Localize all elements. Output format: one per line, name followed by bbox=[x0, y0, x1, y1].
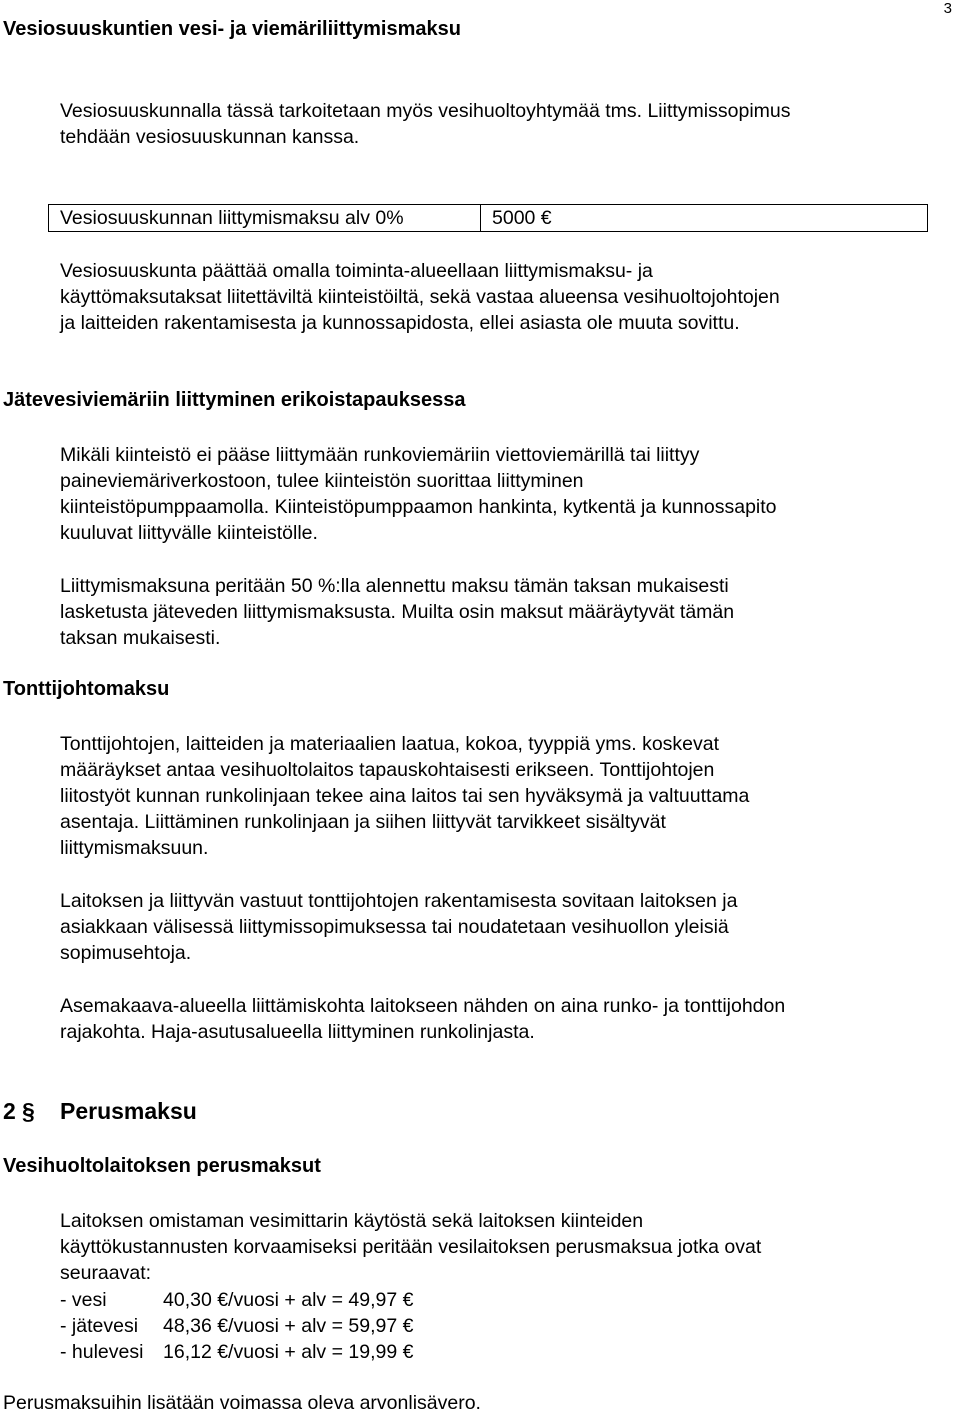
section-number: 2 bbox=[3, 1098, 16, 1124]
para-line: kuuluvat liittyvälle kiinteistölle. bbox=[60, 522, 318, 544]
fee-row-label: - hulevesi bbox=[60, 1341, 144, 1363]
body-line-3: ja laitteiden rakentamisesta ja kunnossapidosta, ellei asiasta ole muuta sovittu. bbox=[60, 312, 740, 334]
section-title-perusmaksu: Perusmaksu bbox=[60, 1098, 197, 1124]
para-line: määräykset antaa vesihuoltolaitos tapauskohtaisesti erikseen. Tonttijohtojen bbox=[60, 759, 715, 781]
para-line: liitostyöt kunnan runkolinjaan tekee aina laitos tai sen hyväksymä ja valtuuttama bbox=[60, 785, 750, 807]
para-line: Liittymismaksuna peritään 50 %:lla alennettu maksu tämän taksan mukaisesti bbox=[60, 575, 729, 597]
para-line: käyttökustannusten korvaamiseksi peritään vesilaitoksen perusmaksua jotka ovat bbox=[60, 1236, 762, 1258]
body-line-1: Vesiosuuskunta päättää omalla toiminta-alueellaan liittymismaksu- ja bbox=[60, 260, 653, 282]
para-line: liittymismaksuun. bbox=[60, 837, 209, 859]
para-line: taksan mukaisesti. bbox=[60, 627, 221, 649]
page-number: 3 bbox=[943, 0, 952, 17]
para-line: Tonttijohtojen, laitteiden ja materiaalien laatua, kokoa, tyyppiä yms. koskevat bbox=[60, 733, 720, 755]
section-symbol: § bbox=[22, 1098, 35, 1124]
intro-line-1: Vesiosuuskunnalla tässä tarkoitetaan myös vesihuoltoyhtymää tms. Liittymissopimus bbox=[60, 100, 791, 122]
para-line: Asemakaava-alueella liittämiskohta laitokseen nähden on aina runko- ja tonttijohdon bbox=[60, 995, 786, 1017]
para-line: kiinteistöpumppaamolla. Kiinteistöpumppaamon hankinta, kytkentä ja kunnossapito bbox=[60, 496, 777, 518]
fee-row-amount: 48,36 €/vuosi + alv = 59,97 € bbox=[163, 1315, 414, 1337]
para-line: asentaja. Liittäminen runkolinjaan ja siihen liittyvät tarvikkeet sisältyvät bbox=[60, 811, 666, 833]
section-heading-vesiosuuskunnat: Vesiosuuskuntien vesi- ja viemäriliittymismaksu bbox=[3, 18, 461, 40]
para-line: seuraavat: bbox=[60, 1262, 152, 1284]
fee-row-label: - vesi bbox=[60, 1289, 107, 1311]
fee-row-amount: 16,12 €/vuosi + alv = 19,99 € bbox=[163, 1341, 414, 1363]
fee-table-value: 5000 € bbox=[481, 205, 928, 232]
section-heading-jatevesi: Jätevesiviemäriin liittyminen erikoistapauksessa bbox=[3, 389, 466, 411]
fee-table-label: Vesiosuuskunnan liittymismaksu alv 0% bbox=[49, 205, 481, 232]
fee-row-label: - jätevesi bbox=[60, 1315, 139, 1337]
para-line: Laitoksen omistaman vesimittarin käytöstä sekä laitoksen kiinteiden bbox=[60, 1210, 644, 1232]
section-heading-tonttijohtomaksu: Tonttijohtomaksu bbox=[3, 678, 170, 700]
para-line: Mikäli kiinteistö ei pääse liittymään runkoviemäriin viettoviemärillä tai liittyy bbox=[60, 444, 700, 466]
para-line: rajakohta. Haja-asutusalueella liittyminen runkolinjasta. bbox=[60, 1021, 535, 1043]
fee-table bbox=[48, 204, 928, 232]
para-line: sopimusehtoja. bbox=[60, 942, 192, 964]
subheading-perusmaksut: Vesihuoltolaitoksen perusmaksut bbox=[3, 1155, 321, 1177]
footer-note: Perusmaksuihin lisätään voimassa oleva arvonlisävero. bbox=[3, 1392, 481, 1414]
intro-line-2: tehdään vesiosuuskunnan kanssa. bbox=[60, 126, 360, 148]
body-line-2: käyttömaksutaksat liitettäviltä kiinteistöiltä, sekä vastaa alueensa vesihuoltojohtojen bbox=[60, 286, 780, 308]
para-line: paineviemäriverkostoon, tulee kiinteistön suorittaa liittyminen bbox=[60, 470, 584, 492]
para-line: Laitoksen ja liittyvän vastuut tonttijohtojen rakentamisesta sovitaan laitoksen ja bbox=[60, 890, 738, 912]
para-line: asiakkaan välisessä liittymissopimuksessa tai noudatetaan vesihuollon yleisiä bbox=[60, 916, 729, 938]
fee-row-amount: 40,30 €/vuosi + alv = 49,97 € bbox=[163, 1289, 414, 1311]
para-line: lasketusta jäteveden liittymismaksusta. Muilta osin maksut määräytyvät tämän bbox=[60, 601, 735, 623]
